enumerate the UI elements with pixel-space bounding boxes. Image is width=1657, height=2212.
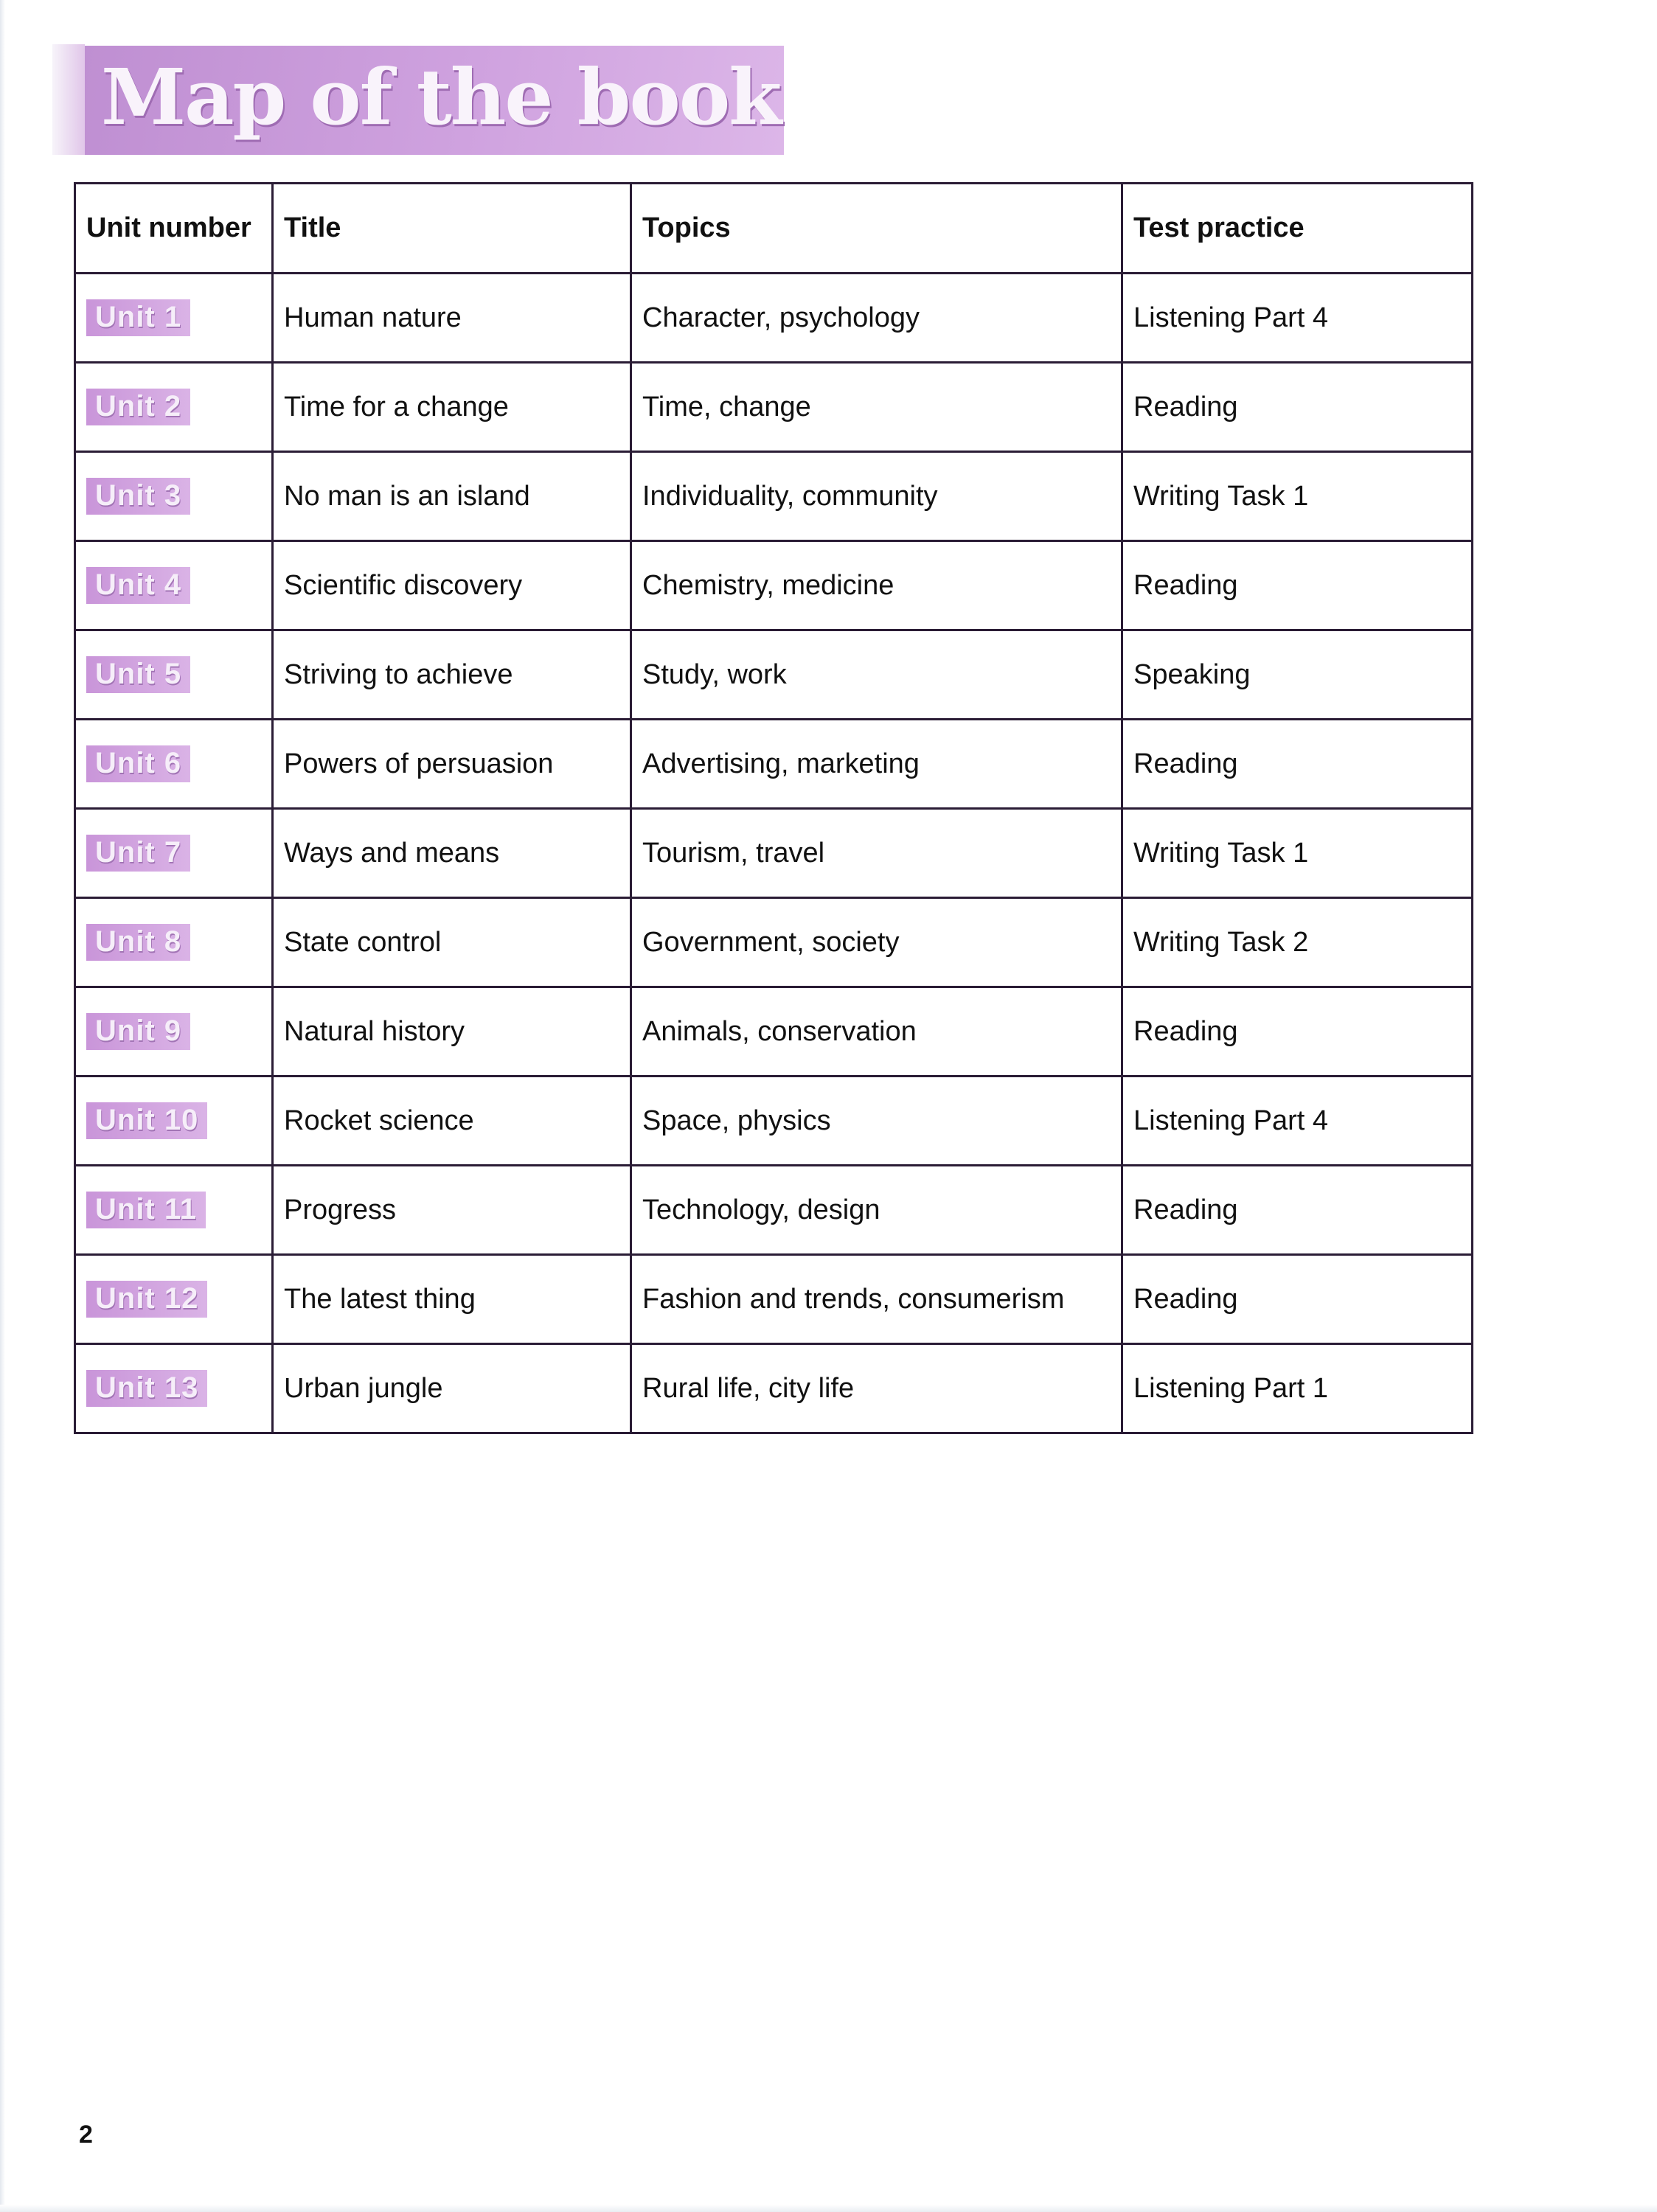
title-banner bbox=[85, 46, 784, 155]
test-practice-cell: Writing Task 2 bbox=[1122, 898, 1473, 987]
title-cell: Striving to achieve bbox=[273, 630, 631, 720]
test-practice-cell: Listening Part 4 bbox=[1122, 274, 1473, 363]
unit-cell bbox=[75, 541, 273, 630]
page-edge bbox=[0, 0, 5, 2212]
table-row bbox=[75, 1255, 1473, 1344]
header-topics: Topics bbox=[631, 184, 1122, 274]
topics-cell: Fashion and trends, consumerism bbox=[631, 1255, 1122, 1344]
test-practice-cell: Reading bbox=[1122, 987, 1473, 1077]
unit-badge: Unit 10 bbox=[86, 1102, 207, 1139]
unit-cell bbox=[75, 987, 273, 1077]
table-row bbox=[75, 630, 1473, 720]
test-practice-cell: Writing Task 1 bbox=[1122, 809, 1473, 898]
unit-badge: Unit 5 bbox=[86, 656, 190, 693]
topics-cell: Space, physics bbox=[631, 1077, 1122, 1166]
table-row bbox=[75, 720, 1473, 809]
topics-cell: Chemistry, medicine bbox=[631, 541, 1122, 630]
unit-cell bbox=[75, 809, 273, 898]
page-number: 2 bbox=[79, 2121, 93, 2149]
header-unit-number: Unit number bbox=[75, 184, 273, 274]
title-cell: Urban jungle bbox=[273, 1344, 631, 1433]
title-cell: Human nature bbox=[273, 274, 631, 363]
header-test-practice: Test practice bbox=[1122, 184, 1473, 274]
test-practice-cell: Listening Part 4 bbox=[1122, 1077, 1473, 1166]
unit-cell bbox=[75, 1077, 273, 1166]
topics-cell: Rural life, city life bbox=[631, 1344, 1122, 1433]
title-cell: Powers of persuasion bbox=[273, 720, 631, 809]
topics-cell: Advertising, marketing bbox=[631, 720, 1122, 809]
table-row bbox=[75, 541, 1473, 630]
test-practice-cell: Reading bbox=[1122, 541, 1473, 630]
unit-cell bbox=[75, 1255, 273, 1344]
unit-badge: Unit 6 bbox=[86, 745, 190, 782]
test-practice-cell: Reading bbox=[1122, 363, 1473, 452]
unit-badge: Unit 2 bbox=[86, 389, 190, 425]
title-cell: No man is an island bbox=[273, 452, 631, 541]
topics-cell: Time, change bbox=[631, 363, 1122, 452]
unit-map-table bbox=[74, 182, 1473, 1434]
title-cell: Rocket science bbox=[273, 1077, 631, 1166]
unit-cell bbox=[75, 630, 273, 720]
unit-badge: Unit 3 bbox=[86, 478, 190, 515]
unit-badge: Unit 12 bbox=[86, 1281, 207, 1318]
unit-cell bbox=[75, 1166, 273, 1255]
title-cell: State control bbox=[273, 898, 631, 987]
table-row bbox=[75, 363, 1473, 452]
page-title: Map of the book bbox=[101, 52, 781, 142]
topics-cell: Animals, conservation bbox=[631, 987, 1122, 1077]
unit-cell bbox=[75, 363, 273, 452]
unit-cell bbox=[75, 720, 273, 809]
unit-badge: Unit 1 bbox=[86, 299, 190, 336]
table-header-row bbox=[75, 184, 1473, 274]
unit-cell bbox=[75, 274, 273, 363]
topics-cell: Government, society bbox=[631, 898, 1122, 987]
test-practice-cell: Reading bbox=[1122, 1166, 1473, 1255]
table-row bbox=[75, 1077, 1473, 1166]
page-bottom-edge bbox=[0, 2205, 1657, 2212]
test-practice-cell: Reading bbox=[1122, 720, 1473, 809]
title-cell: Natural history bbox=[273, 987, 631, 1077]
test-practice-cell: Reading bbox=[1122, 1255, 1473, 1344]
table-row bbox=[75, 987, 1473, 1077]
table-row bbox=[75, 452, 1473, 541]
unit-badge: Unit 13 bbox=[86, 1370, 207, 1407]
table-row bbox=[75, 1344, 1473, 1433]
unit-cell bbox=[75, 898, 273, 987]
unit-cell bbox=[75, 452, 273, 541]
unit-badge: Unit 9 bbox=[86, 1013, 190, 1050]
title-cell: Ways and means bbox=[273, 809, 631, 898]
topics-cell: Technology, design bbox=[631, 1166, 1122, 1255]
topics-cell: Tourism, travel bbox=[631, 809, 1122, 898]
unit-badge: Unit 7 bbox=[86, 835, 190, 872]
table-row bbox=[75, 898, 1473, 987]
unit-badge: Unit 4 bbox=[86, 567, 190, 604]
test-practice-cell: Writing Task 1 bbox=[1122, 452, 1473, 541]
test-practice-cell: Listening Part 1 bbox=[1122, 1344, 1473, 1433]
table-row bbox=[75, 809, 1473, 898]
title-cell: Time for a change bbox=[273, 363, 631, 452]
table-row bbox=[75, 1166, 1473, 1255]
unit-badge: Unit 8 bbox=[86, 924, 190, 961]
title-cell: The latest thing bbox=[273, 1255, 631, 1344]
title-cell: Progress bbox=[273, 1166, 631, 1255]
topics-cell: Individuality, community bbox=[631, 452, 1122, 541]
header-title: Title bbox=[273, 184, 631, 274]
table-row bbox=[75, 274, 1473, 363]
title-cell: Scientific discovery bbox=[273, 541, 631, 630]
unit-badge: Unit 11 bbox=[86, 1192, 206, 1228]
topics-cell: Study, work bbox=[631, 630, 1122, 720]
topics-cell: Character, psychology bbox=[631, 274, 1122, 363]
test-practice-cell: Speaking bbox=[1122, 630, 1473, 720]
unit-cell bbox=[75, 1344, 273, 1433]
